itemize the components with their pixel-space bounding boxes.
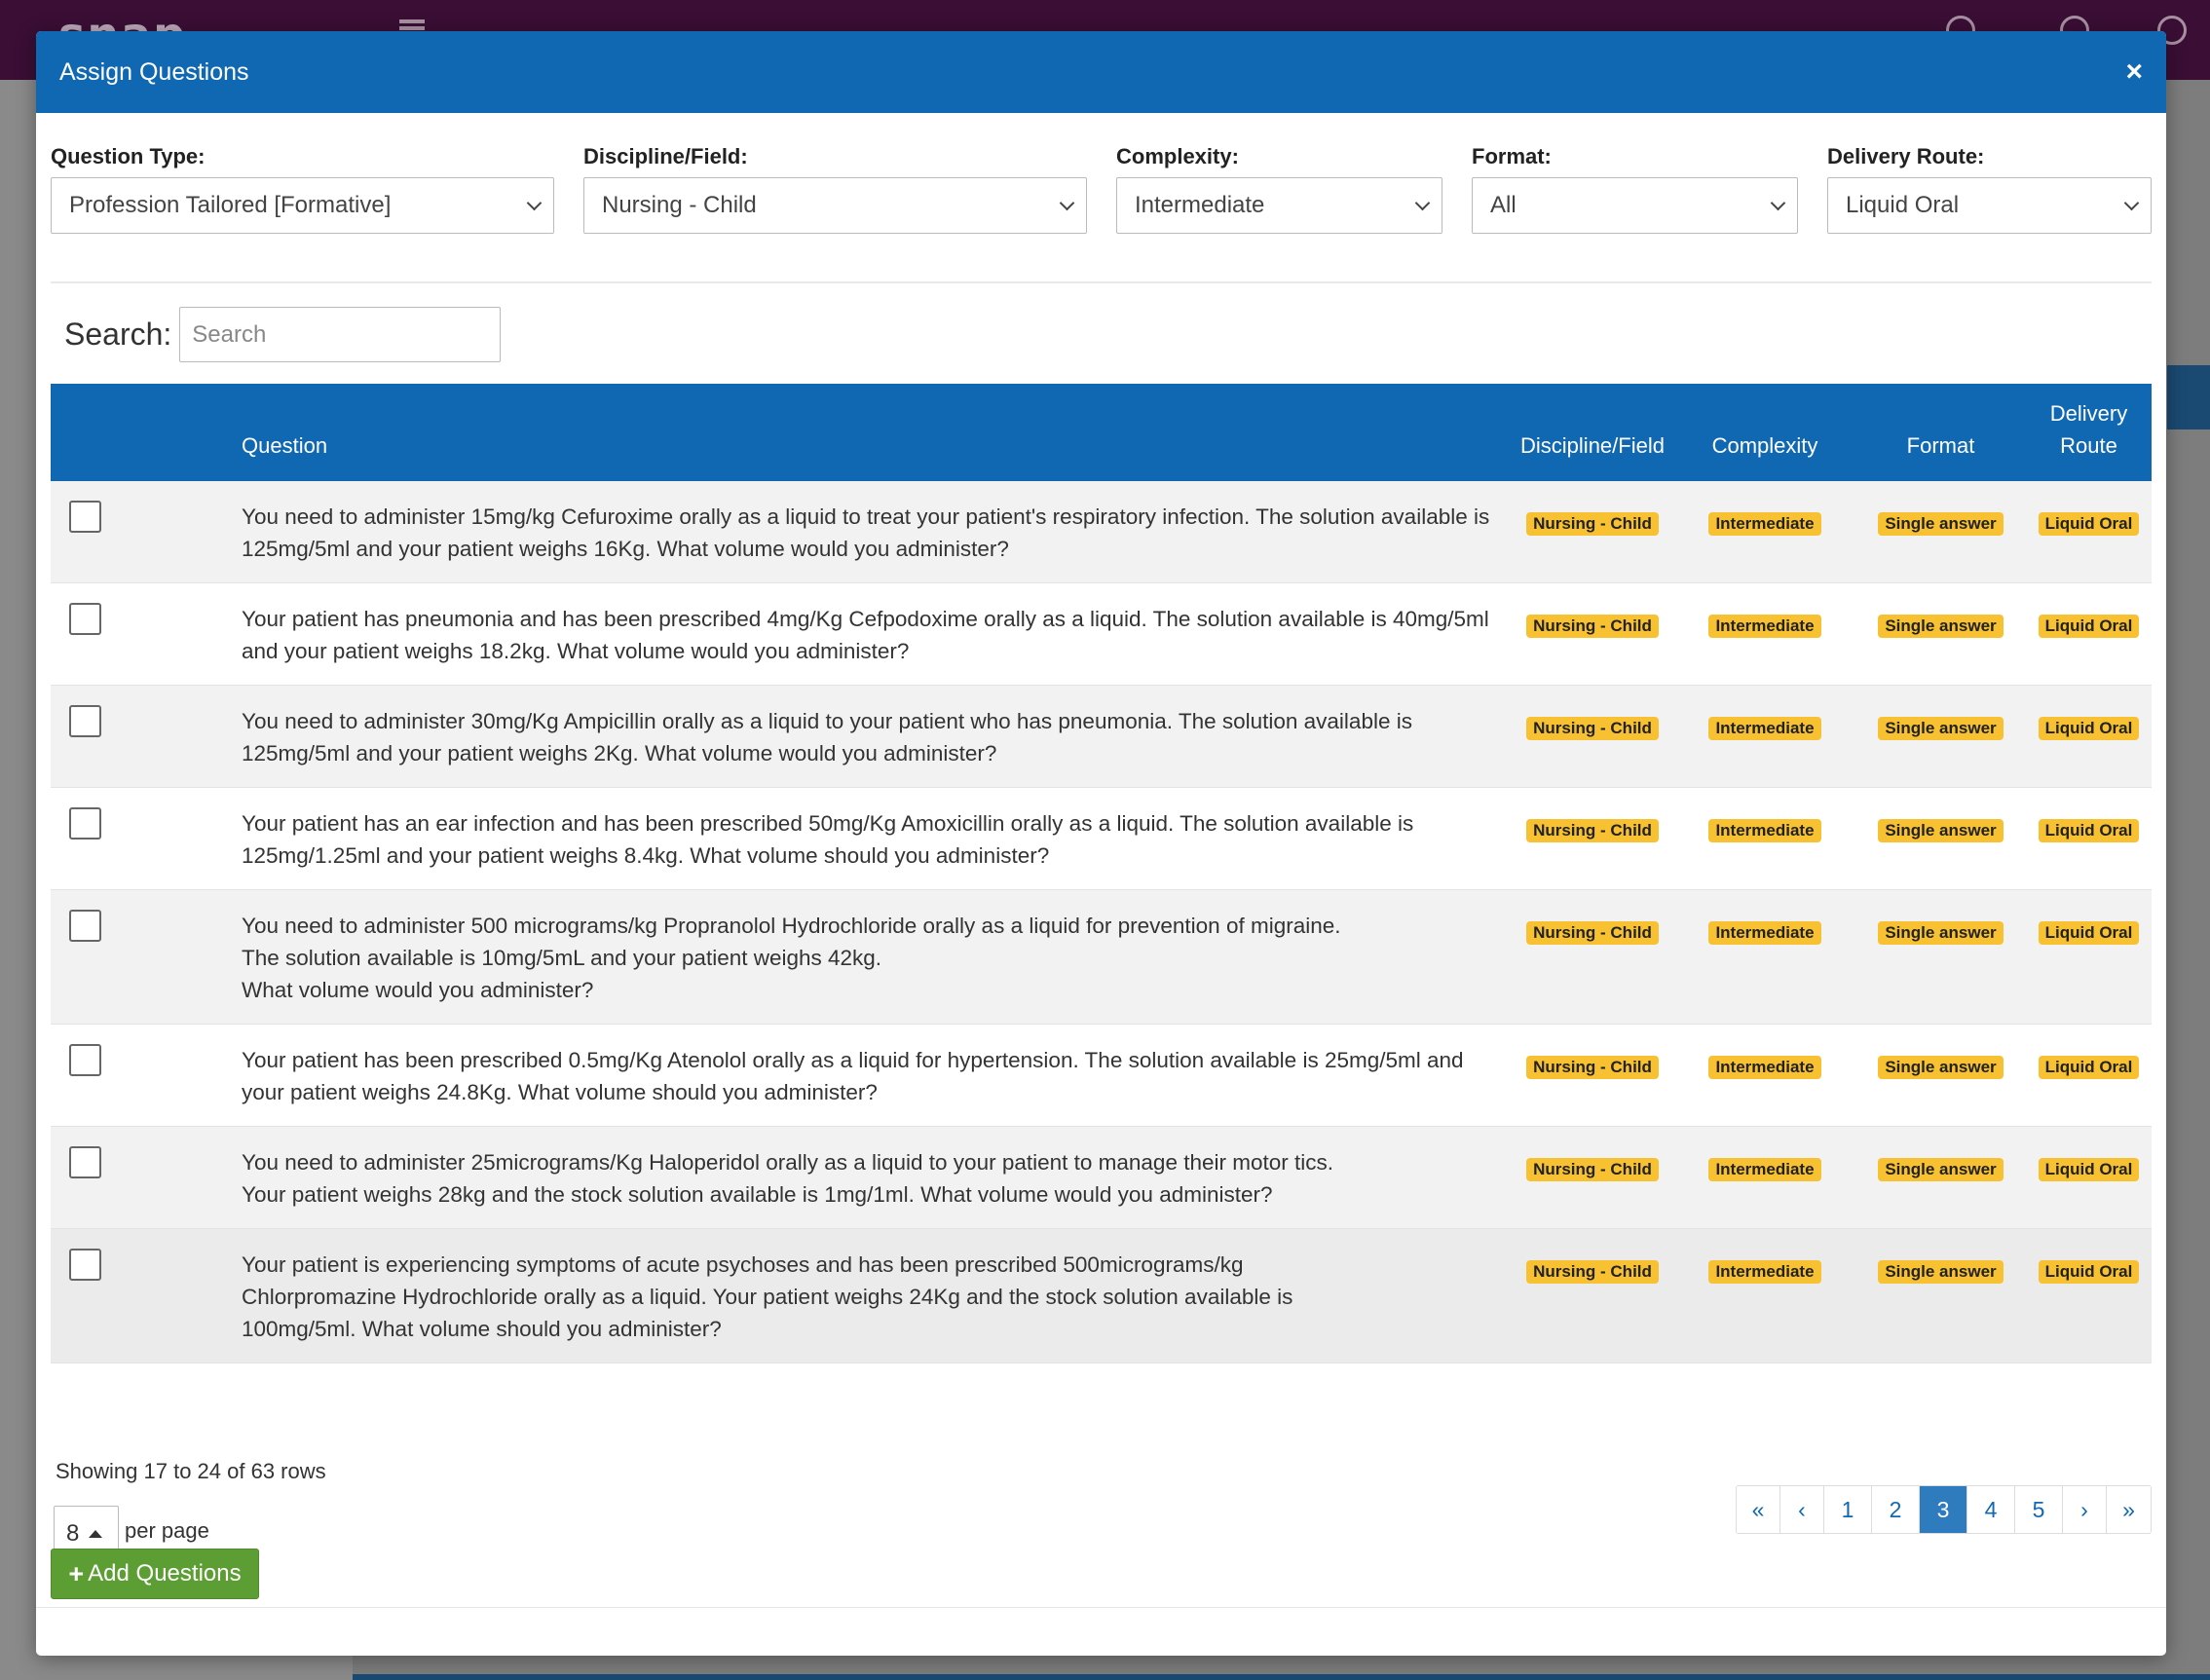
discipline-cell xyxy=(1511,686,1674,788)
question-text: You need to administer 30mg/Kg Ampicillin orally as a liquid to your patient who has pneumonia. The solution available is 125mg/5ml and your patient weighs 2Kg. What volume would you administer? xyxy=(242,709,1412,765)
prev-page-button[interactable]: ‹ xyxy=(1780,1486,1824,1533)
search-input[interactable] xyxy=(179,307,501,362)
complexity-cell xyxy=(1674,788,1855,890)
add-questions-label: Add Questions xyxy=(88,1560,242,1587)
row-select-cell xyxy=(51,686,232,788)
table-row xyxy=(51,890,2152,1025)
format-cell xyxy=(1855,890,2026,1025)
discipline-badge: Nursing - Child xyxy=(1526,512,1659,536)
format-column-header[interactable]: Format xyxy=(1906,433,1975,458)
question-column-header[interactable]: Question xyxy=(242,433,328,458)
complexity-cell xyxy=(1674,1229,1855,1363)
question-text: You need to administer 500 micrograms/kg Propranolol Hydrochloride orally as a liquid for prevention of migraine. The solution available is 10mg/5mL and your patient weighs 42kg. What volume would you administer? xyxy=(242,914,1341,1002)
select-column-header xyxy=(51,384,232,481)
format-cell xyxy=(1855,788,2026,890)
format-select[interactable] xyxy=(1472,177,1798,234)
route-cell xyxy=(2026,788,2152,890)
modal-header xyxy=(36,31,2166,113)
format-cell xyxy=(1855,1025,2026,1127)
caret-up-icon xyxy=(89,1530,102,1538)
row-select-cell xyxy=(51,890,232,1025)
delivery-route-label: Delivery Route: xyxy=(1827,144,1985,168)
format-badge: Single answer xyxy=(1878,1056,2003,1079)
complexity-badge: Intermediate xyxy=(1708,1056,1820,1079)
complexity-cell xyxy=(1674,583,1855,686)
row-checkbox[interactable] xyxy=(69,1044,101,1076)
discipline-label: Discipline/Field: xyxy=(583,144,748,168)
discipline-filter xyxy=(583,144,1087,234)
route-cell xyxy=(2026,583,2152,686)
row-checkbox[interactable] xyxy=(69,1249,101,1281)
complexity-badge: Intermediate xyxy=(1708,819,1820,842)
next-page-button[interactable]: › xyxy=(2063,1486,2107,1533)
format-badge: Single answer xyxy=(1878,921,2003,945)
format-filter xyxy=(1472,144,1798,234)
table-row xyxy=(51,481,2152,583)
modal-footer-divider xyxy=(36,1607,2166,1608)
question-text: You need to administer 15mg/kg Cefuroxime orally as a liquid to treat your patient's respiratory infection. The solution available is 125mg/5ml and your patient weighs 16Kg. What volume would you administer? xyxy=(242,504,1490,561)
page-3-button[interactable]: 3 xyxy=(1920,1486,1967,1533)
question-text: Your patient has pneumonia and has been prescribed 4mg/Kg Cefpodoxime orally as a liquid. The solution available is 40mg/5ml and your patient weighs 18.2kg. What volume would you administer? xyxy=(242,607,1489,663)
page-1-button[interactable]: 1 xyxy=(1824,1486,1872,1533)
row-checkbox[interactable] xyxy=(69,501,101,533)
format-badge: Single answer xyxy=(1878,1158,2003,1181)
complexity-badge: Intermediate xyxy=(1708,1158,1820,1181)
page-2-button[interactable]: 2 xyxy=(1872,1486,1920,1533)
discipline-cell xyxy=(1511,1229,1674,1363)
discipline-badge: Nursing - Child xyxy=(1526,1056,1659,1079)
format-label: Format: xyxy=(1472,144,1552,168)
format-value: All xyxy=(1490,192,1517,218)
filter-bar xyxy=(51,144,2152,283)
complexity-cell xyxy=(1674,890,1855,1025)
chevron-down-icon xyxy=(527,195,543,210)
route-cell xyxy=(2026,1025,2152,1127)
add-questions-button[interactable] xyxy=(51,1549,259,1599)
format-cell xyxy=(1855,1229,2026,1363)
row-select-cell xyxy=(51,1229,232,1363)
discipline-value: Nursing - Child xyxy=(602,192,757,218)
delivery-route-select[interactable] xyxy=(1827,177,2152,234)
delivery-route-filter xyxy=(1827,144,2152,234)
route-badge: Liquid Oral xyxy=(2039,717,2140,740)
discipline-badge: Nursing - Child xyxy=(1526,819,1659,842)
route-badge: Liquid Oral xyxy=(2039,1056,2140,1079)
discipline-column-header[interactable]: Discipline/Field xyxy=(1520,433,1665,458)
delivery-route-value: Liquid Oral xyxy=(1846,192,1960,218)
complexity-badge: Intermediate xyxy=(1708,717,1820,740)
route-badge: Liquid Oral xyxy=(2039,1158,2140,1181)
row-select-cell xyxy=(51,481,232,583)
complexity-badge: Intermediate xyxy=(1708,921,1820,945)
question-text: Your patient has been prescribed 0.5mg/Kg Atenolol orally as a liquid for hypertension. The solution available is 25mg/5ml and your patient weighs 24.8Kg. What volume should you administer? xyxy=(242,1048,1464,1104)
format-cell xyxy=(1855,583,2026,686)
complexity-badge: Intermediate xyxy=(1708,1260,1820,1284)
discipline-select[interactable] xyxy=(583,177,1087,234)
app-background-panel xyxy=(2167,365,2210,429)
complexity-value: Intermediate xyxy=(1135,192,1265,218)
complexity-filter xyxy=(1116,144,1442,234)
discipline-badge: Nursing - Child xyxy=(1526,615,1659,638)
table-row xyxy=(51,1025,2152,1127)
last-page-button[interactable]: » xyxy=(2107,1486,2151,1533)
complexity-badge: Intermediate xyxy=(1708,512,1820,536)
complexity-cell xyxy=(1674,686,1855,788)
format-cell xyxy=(1855,1127,2026,1229)
question-type-select[interactable] xyxy=(51,177,554,234)
chevron-down-icon xyxy=(1771,195,1786,210)
delivery-header-line2: Route xyxy=(2060,433,2117,458)
per-page-label: per page xyxy=(125,1517,209,1543)
plus-icon: + xyxy=(68,1558,85,1588)
discipline-cell xyxy=(1511,788,1674,890)
row-select-cell xyxy=(51,788,232,890)
discipline-cell xyxy=(1511,583,1674,686)
table-row xyxy=(51,788,2152,890)
table-row xyxy=(51,1229,2152,1363)
first-page-button[interactable]: « xyxy=(1737,1486,1780,1533)
format-badge: Single answer xyxy=(1878,1260,2003,1284)
question-text: Your patient is experiencing symptoms of acute psychoses and has been prescribed 500micrograms/kg Chlorpromazine Hydrochloride orally as a liquid. Your patient weighs 24Kg and the stock solution available is 100mg/5ml. What volume should you administer? xyxy=(242,1252,1293,1341)
route-badge: Liquid Oral xyxy=(2039,921,2140,945)
table-row xyxy=(51,583,2152,686)
route-cell xyxy=(2026,890,2152,1025)
discipline-badge: Nursing - Child xyxy=(1526,1158,1659,1181)
chevron-down-icon xyxy=(1060,195,1075,210)
format-badge: Single answer xyxy=(1878,717,2003,740)
discipline-cell xyxy=(1511,1025,1674,1127)
row-select-cell xyxy=(51,583,232,686)
app-background-footer xyxy=(353,1674,2210,1680)
format-badge: Single answer xyxy=(1878,819,2003,842)
complexity-badge: Intermediate xyxy=(1708,615,1820,638)
delivery-header-line1: Delivery xyxy=(2049,401,2128,426)
pagination-summary: Showing 17 to 24 of 63 rows xyxy=(56,1459,326,1483)
route-badge: Liquid Oral xyxy=(2039,1260,2140,1284)
row-checkbox[interactable] xyxy=(69,1146,101,1178)
format-badge: Single answer xyxy=(1878,615,2003,638)
complexity-select[interactable] xyxy=(1116,177,1442,234)
table-row xyxy=(51,1127,2152,1229)
complexity-cell xyxy=(1674,481,1855,583)
format-cell xyxy=(1855,481,2026,583)
chevron-down-icon xyxy=(2124,195,2140,210)
question-type-value: Profession Tailored [Formative] xyxy=(69,192,392,218)
delivery-route-column-header[interactable] xyxy=(2026,384,2152,481)
modal-title: Assign Questions xyxy=(59,57,249,86)
discipline-cell xyxy=(1511,1127,1674,1229)
questions-table xyxy=(51,384,2152,1363)
route-badge: Liquid Oral xyxy=(2039,512,2140,536)
complexity-label: Complexity: xyxy=(1116,144,1239,168)
page-4-button[interactable]: 4 xyxy=(1967,1486,2015,1533)
search-row xyxy=(64,307,501,362)
format-badge: Single answer xyxy=(1878,512,2003,536)
discipline-badge: Nursing - Child xyxy=(1526,1260,1659,1284)
search-label: Search: xyxy=(64,317,172,352)
route-cell xyxy=(2026,1127,2152,1229)
question-type-label: Question Type: xyxy=(51,144,206,168)
per-page-value: 8 xyxy=(66,1519,80,1547)
row-checkbox[interactable] xyxy=(69,603,101,635)
row-checkbox[interactable] xyxy=(69,705,101,737)
row-checkbox[interactable] xyxy=(69,910,101,942)
question-type-filter xyxy=(51,144,554,234)
complexity-cell xyxy=(1674,1025,1855,1127)
route-badge: Liquid Oral xyxy=(2039,819,2140,842)
question-text: You need to administer 25micrograms/Kg Haloperidol orally as a liquid to your patient to manage their motor tics. Your patient weighs 28kg and the stock solution available is 1mg/1ml. What volume would you administer? xyxy=(242,1150,1334,1207)
discipline-badge: Nursing - Child xyxy=(1526,717,1659,740)
route-cell xyxy=(2026,686,2152,788)
table-row xyxy=(51,686,2152,788)
question-text: Your patient has an ear infection and has been prescribed 50mg/Kg Amoxicillin orally as a liquid. The solution available is 125mg/1.25ml and your patient weighs 8.4kg. What volume should you administer? xyxy=(242,811,1414,868)
assign-questions-modal xyxy=(36,31,2166,1656)
row-select-cell xyxy=(51,1025,232,1127)
route-cell xyxy=(2026,1229,2152,1363)
complexity-cell xyxy=(1674,1127,1855,1229)
close-icon[interactable]: × xyxy=(2125,56,2143,88)
route-cell xyxy=(2026,481,2152,583)
discipline-cell xyxy=(1511,481,1674,583)
row-select-cell xyxy=(51,1127,232,1229)
page-5-button[interactable]: 5 xyxy=(2015,1486,2063,1533)
row-checkbox[interactable] xyxy=(69,807,101,840)
discipline-cell xyxy=(1511,890,1674,1025)
chevron-down-icon xyxy=(1415,195,1431,210)
discipline-badge: Nursing - Child xyxy=(1526,921,1659,945)
format-cell xyxy=(1855,686,2026,788)
complexity-column-header[interactable]: Complexity xyxy=(1711,433,1818,458)
table-header-row xyxy=(51,384,2152,481)
pagination xyxy=(1736,1485,2152,1534)
route-badge: Liquid Oral xyxy=(2039,615,2140,638)
